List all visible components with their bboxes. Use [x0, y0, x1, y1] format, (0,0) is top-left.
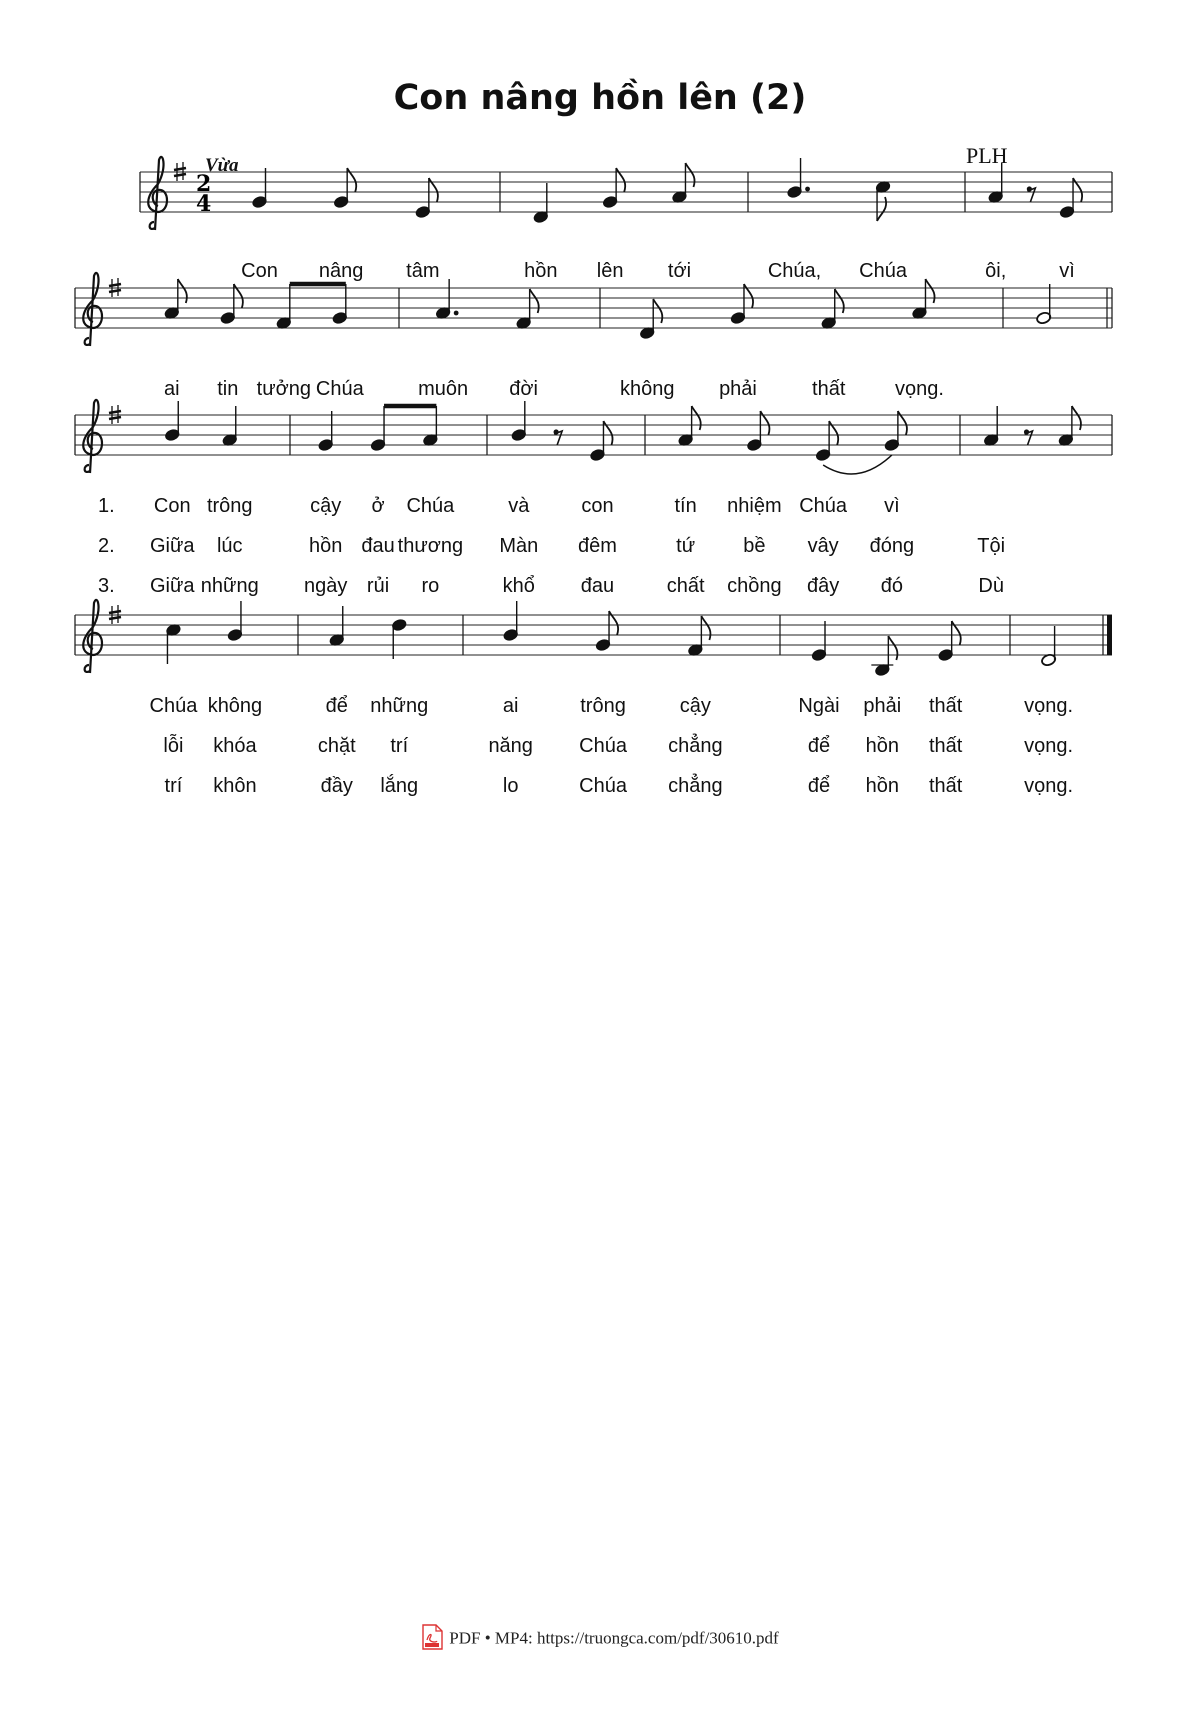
lyric-syllable: để [807, 775, 831, 797]
note [422, 406, 438, 447]
lyric-syllable: phải [863, 695, 902, 717]
lyric-syllable: đau [580, 575, 615, 597]
lyric-syllable: phải [719, 378, 757, 400]
note-flag [1072, 406, 1081, 430]
note [815, 421, 838, 462]
verse-number: 3. [98, 575, 115, 597]
lyric-syllable: để [325, 695, 348, 717]
lyric-syllable: lúc [216, 535, 243, 557]
sharp-bar [109, 617, 121, 619]
lyric-syllable: ở [371, 495, 385, 517]
note-flag [653, 299, 662, 323]
lyric-syllable: hồn [865, 735, 900, 757]
note [787, 158, 810, 199]
note [222, 406, 238, 447]
lyric-syllable: đau [361, 535, 395, 557]
note [318, 411, 334, 452]
composer-credit: PLH [966, 143, 1008, 168]
note [821, 289, 844, 330]
note [938, 621, 961, 662]
lyric-syllable: Con [241, 260, 278, 282]
note [671, 163, 694, 204]
lyric-syllable: chất [666, 575, 705, 597]
verse-number: 2. [98, 535, 115, 557]
eighth-rest [554, 431, 562, 445]
lyric-syllable: vây [807, 535, 839, 557]
lyric-line [0, 695, 1200, 725]
note-flag [530, 289, 539, 313]
lyric-syllable: Dù [978, 575, 1004, 597]
lyric-syllable: Tội [977, 535, 1006, 557]
lyric-syllable: lo [502, 775, 519, 797]
lyric-syllable: ôi, [985, 260, 1007, 282]
lyric-syllable: khổ [502, 575, 535, 597]
lyric-syllable: đêm [578, 535, 617, 557]
lyric-syllable: lên [596, 260, 624, 282]
lyric-line [0, 535, 1200, 565]
lyric-syllable: bề [743, 535, 766, 557]
lyric-syllable: đầy [320, 775, 353, 797]
note [333, 168, 356, 209]
note [251, 168, 267, 209]
lyric-syllable: đóng [869, 535, 915, 557]
lyric-syllable: vọng. [1024, 695, 1074, 717]
note [533, 183, 549, 224]
lyric-syllable: nâng [318, 260, 364, 282]
lyric-syllable: cậy [310, 495, 342, 517]
note [983, 406, 999, 447]
dot [805, 187, 810, 192]
lyric-syllable: ai [502, 695, 519, 717]
sharp-bar [109, 611, 121, 613]
note [678, 406, 701, 447]
lyric-syllable: chồng [727, 575, 782, 597]
lyric-line [0, 260, 1200, 290]
note [503, 601, 519, 642]
lyric-syllable: ai [164, 378, 180, 400]
sharp-bar [174, 168, 186, 170]
lyric-syllable: Ngài [798, 695, 840, 717]
final-barline-thick [1107, 615, 1112, 655]
lyric-syllable: đó [880, 575, 903, 597]
note [415, 178, 438, 219]
lyric-line [0, 735, 1200, 765]
note-flag [685, 163, 694, 187]
lyric-syllable: nhiệm [727, 495, 782, 517]
treble-clef [148, 157, 167, 230]
note [391, 618, 407, 659]
note [554, 429, 563, 445]
eighth-rest [1025, 431, 1033, 445]
lyric-syllable: hồn [309, 535, 343, 557]
sharp-bar [109, 417, 121, 419]
note [220, 284, 243, 325]
note [1041, 626, 1057, 667]
note [595, 611, 618, 652]
note [1036, 284, 1052, 325]
lyric-syllable: thất [812, 378, 846, 400]
lyric-syllable: Chúa [149, 695, 198, 717]
lyric-syllable: Chúa [406, 495, 455, 517]
note [165, 623, 181, 664]
clef-stroke [83, 400, 102, 473]
lyric-syllable: muôn [418, 378, 469, 400]
note [516, 289, 539, 330]
lyric-syllable: Con [153, 495, 191, 517]
song-title: Con nâng hồn lên (2) [393, 78, 807, 118]
lyric-syllable: hồn [524, 260, 558, 282]
lyric-syllable: tới [667, 260, 692, 282]
note [589, 421, 612, 462]
lyric-line [0, 378, 1200, 408]
clef-stroke [83, 600, 102, 673]
note [687, 616, 710, 657]
lyric-syllable: thương [397, 535, 464, 557]
lyric-syllable: để [807, 735, 831, 757]
lyric-syllable: Chúa [799, 495, 848, 517]
footer-text: PDF • MP4: https://truongca.com/pdf/30610.pdf [449, 1628, 779, 1648]
lyric-syllable: Chúa [579, 775, 627, 797]
lyric-syllable: trông [206, 495, 253, 517]
lyric-syllable: thất [928, 775, 963, 797]
note [329, 606, 345, 647]
note-flag [835, 289, 844, 313]
lyric-syllable: lỗi [163, 735, 184, 757]
lyric-syllable: chặt [317, 735, 356, 757]
lyric-syllable: trí [390, 735, 409, 757]
note [1027, 186, 1036, 202]
lyric-syllable: ngày [304, 575, 348, 597]
note [746, 411, 769, 452]
note-flag [877, 197, 886, 221]
lyric-syllable: vì [884, 495, 900, 517]
lyric-syllable: những [370, 695, 429, 717]
lyric-syllable: Chúa [579, 735, 627, 757]
lyric-syllable: năng [488, 735, 533, 757]
lyric-syllable: khôn [213, 775, 257, 797]
note [884, 411, 907, 452]
note [988, 163, 1004, 204]
lyric-syllable: Chúa, [767, 260, 822, 282]
lyric-syllable: Màn [499, 535, 539, 557]
lyric-syllable: rủi [366, 575, 390, 597]
lyric-syllable: không [619, 378, 675, 400]
note [871, 636, 897, 677]
lyric-syllable: lắng [380, 775, 419, 797]
lyric-syllable: trí [164, 775, 183, 797]
lyric-line [0, 775, 1200, 805]
lyric-syllable: vọng. [895, 378, 944, 400]
lyric-syllable: Chúa [859, 260, 907, 282]
clef-stroke [148, 157, 167, 230]
lyric-syllable: thất [928, 695, 963, 717]
tempo-marking: Vừa [205, 155, 239, 176]
lyric-syllable: vọng. [1024, 735, 1074, 757]
note-flag [701, 616, 710, 640]
note [602, 168, 625, 209]
note [1058, 406, 1081, 447]
lyric-syllable: đời [509, 378, 538, 400]
note [1059, 178, 1082, 219]
lyric-syllable: con [581, 495, 614, 517]
sharp-bar [109, 411, 121, 413]
note [730, 284, 753, 325]
lyric-syllable: cậy [679, 695, 711, 717]
treble-clef [83, 600, 102, 673]
lyric-syllable: những [200, 575, 259, 597]
lyric-syllable: vọng. [1024, 775, 1074, 797]
lyric-syllable: tâm [406, 260, 440, 282]
lyric-syllable: trông [580, 695, 626, 717]
sharp-bar [109, 290, 121, 292]
pdf-file-icon [421, 1624, 443, 1655]
sharp-bar [174, 174, 186, 176]
slur [823, 455, 892, 474]
lyric-syllable: Giữa [149, 575, 195, 597]
lyric-syllable: đây [807, 575, 840, 597]
note-flag [888, 636, 897, 660]
note [1024, 429, 1033, 445]
lyric-syllable: tin [217, 378, 239, 400]
treble-clef [83, 400, 102, 473]
note [875, 180, 891, 221]
lyric-syllable: ro [421, 575, 440, 597]
dot [454, 311, 459, 316]
note [639, 299, 662, 340]
note [370, 411, 386, 452]
lyric-syllable: khóa [213, 735, 257, 757]
time-signature-bottom: 4 [196, 191, 212, 217]
lyric-syllable: tưởng [256, 378, 311, 400]
note [276, 289, 292, 330]
lyric-syllable: Giữa [149, 535, 195, 557]
verse-number: 1. [98, 495, 115, 517]
lyric-syllable: chẳng [668, 775, 723, 797]
lyric-syllable: không [207, 695, 263, 717]
note [332, 284, 348, 325]
lyric-line [0, 575, 1200, 605]
lyric-line [0, 495, 1200, 525]
lyric-syllable: Chúa [315, 378, 364, 400]
note-flag [692, 406, 701, 430]
lyric-syllable: thất [928, 735, 963, 757]
eighth-rest [1027, 188, 1035, 202]
footer-link[interactable] [0, 1624, 1200, 1655]
note [227, 601, 243, 642]
lyric-syllable: chẳng [668, 735, 723, 757]
lyric-syllable: tứ [676, 535, 696, 557]
time-signature-top: 2 [196, 171, 212, 197]
lyric-syllable: vì [1059, 260, 1075, 282]
lyric-syllable: hồn [865, 775, 900, 797]
lyric-syllable: tín [674, 495, 697, 517]
lyric-syllable: và [508, 495, 530, 517]
note [811, 621, 827, 662]
